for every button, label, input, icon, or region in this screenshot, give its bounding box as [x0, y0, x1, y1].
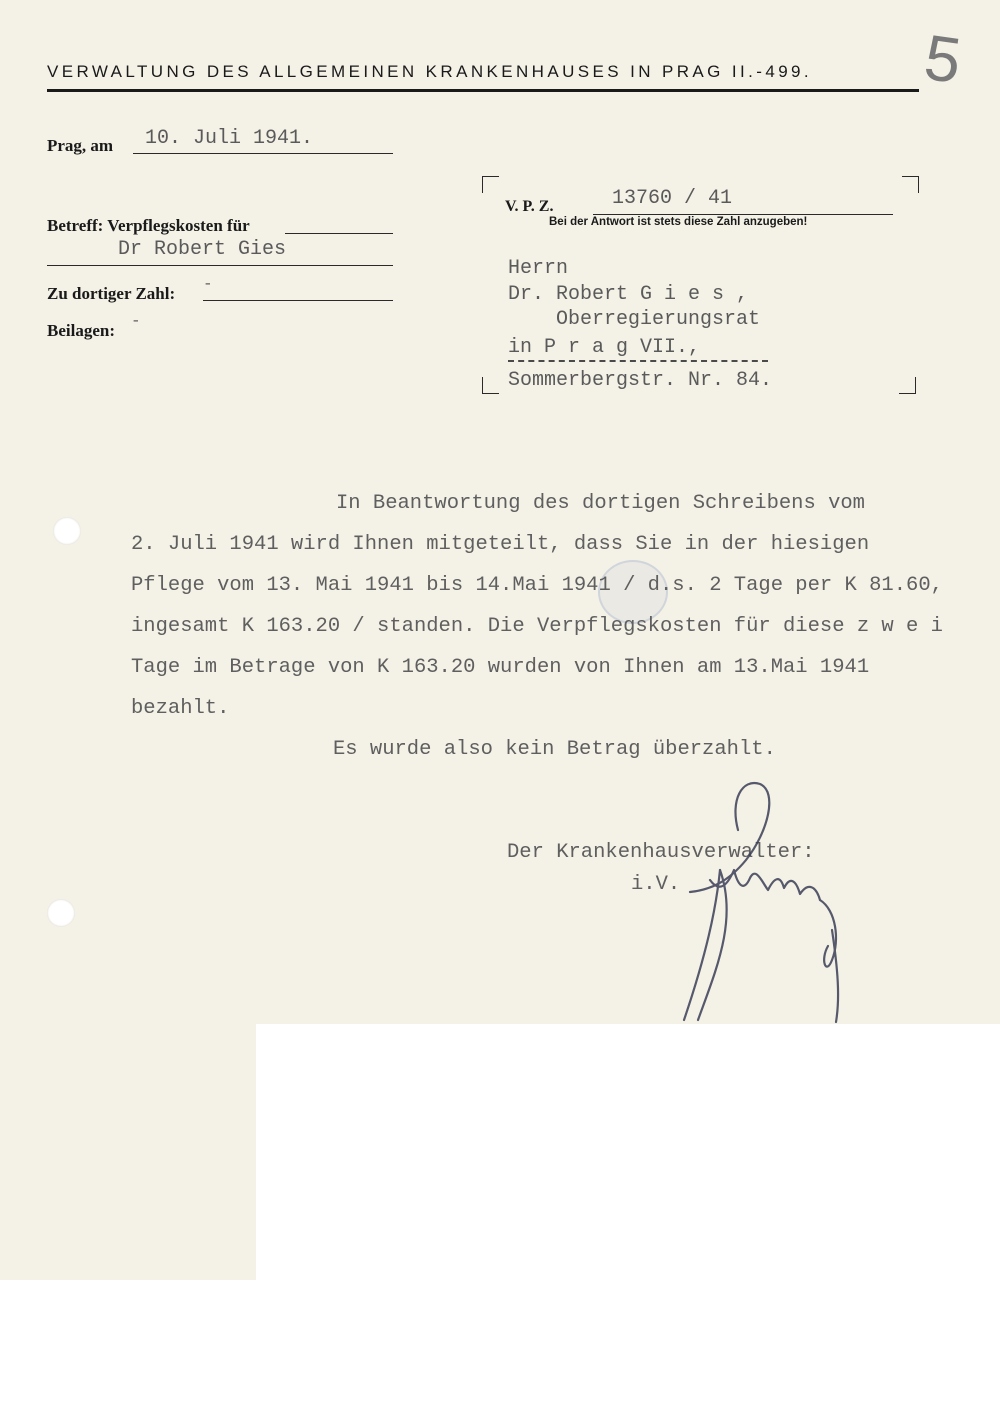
attachments-label: Beilagen: [47, 321, 115, 340]
vpz-value: 13760 / 41 [612, 187, 733, 210]
address-corner-top-left [482, 176, 499, 193]
address-city-underline [508, 360, 768, 362]
subject-value: Dr Robert Gies [118, 238, 287, 261]
punch-hole-top [53, 517, 81, 545]
address-corner-top-right [902, 176, 919, 193]
body-line-3: Pflege vom 13. Mai 1941 bis 14.Mai 1941 / d.s. 2 Tage per K 81.60, [131, 574, 943, 597]
attachments-value: - [131, 312, 141, 330]
page-number-handwritten: 5 [920, 20, 966, 98]
date-line [133, 153, 393, 154]
date-value: 10. Juli 1941. [145, 127, 314, 150]
address-city: in P r a g VII., [508, 336, 701, 359]
body-line-5: Tage im Betrage von K 163.20 wurden von Ihnen am 13.Mai 1941 [131, 656, 870, 679]
body-line-2: 2. Juli 1941 wird Ihnen mitgeteilt, dass Sie in der hiesigen [131, 533, 870, 556]
reference-line [203, 300, 393, 301]
body-line-1: In Beantwortung des dortigen Schreibens vom [336, 492, 865, 515]
address-corner-bottom-right [899, 377, 916, 394]
subject-line-1 [285, 233, 393, 234]
address-name: Dr. Robert G i e s , [508, 283, 749, 306]
reference-value: - [203, 275, 213, 293]
address-salutation: Herrn [508, 257, 569, 280]
subject-label: Betreff: Verpflegskosten für [47, 216, 250, 235]
address-street: Sommerbergstr. Nr. 84. [508, 369, 773, 392]
subject-line-2 [47, 265, 393, 266]
address-corner-bottom-left [482, 377, 499, 394]
date-label: Prag, am [47, 136, 114, 155]
punch-hole-bottom [47, 899, 75, 927]
address-title: Oberregierungsrat [556, 308, 761, 331]
letterhead-rule [47, 89, 919, 92]
handwritten-signature [650, 770, 860, 1030]
vpz-label: V. P. Z. [505, 198, 554, 215]
vpz-note: Bei der Antwort ist stets diese Zahl anzugeben! [549, 216, 808, 228]
closing-title: Der Krankenhausverwalter: [507, 841, 815, 864]
body-line-6: bezahlt. [131, 697, 230, 720]
body-line-7: Es wurde also kein Betrag überzahlt. [333, 738, 776, 761]
letterhead-title: VERWALTUNG DES ALLGEMEINEN KRANKENHAUSES IN PRAG II.-499. [47, 62, 813, 81]
vpz-line [593, 214, 893, 215]
closing-proxy: i.V. [631, 873, 681, 896]
reference-label: Zu dortiger Zahl: [47, 284, 176, 303]
body-line-4: ingesamt K 163.20 / standen. Die Verpflegskosten für diese z w e i [131, 615, 943, 638]
blank-area [256, 1024, 1000, 1280]
